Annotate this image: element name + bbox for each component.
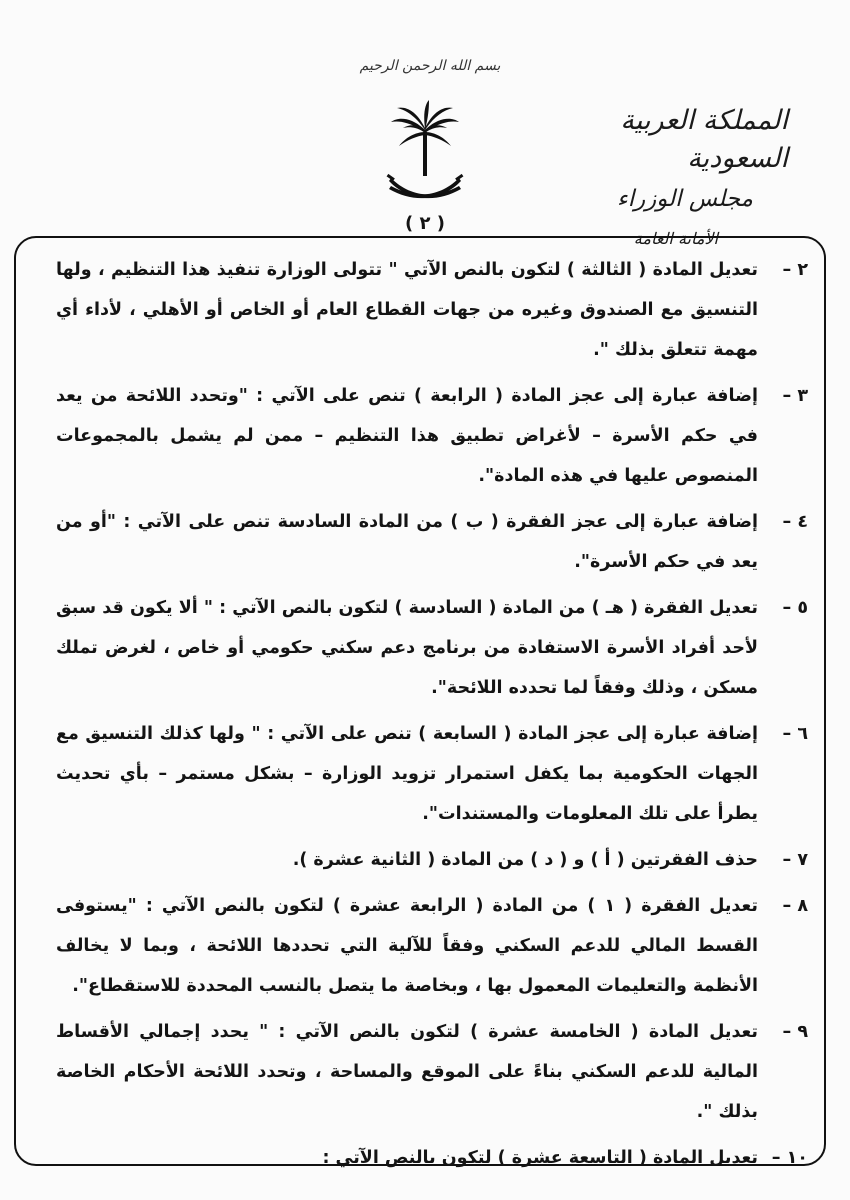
page-number: ( ٢ )	[405, 213, 445, 234]
amendments-list	[56, 250, 808, 1184]
item-number: ٨ –	[782, 896, 808, 916]
list-item	[56, 1012, 808, 1132]
item-text: إضافة عبارة إلى عجز المادة ( السابعة ) تنص على الآتي : " ولها كذلك التنسيق مع الجهات الحكومية بما يكفل استمرار تزويد الوزارة – بشكل مستمر – بأي تحديث يطرأ على تلك المعلومات والمستندات".	[56, 724, 758, 824]
item-text: تعديل المادة ( التاسعة عشرة ) لتكون بالنص الآتي :	[322, 1148, 758, 1168]
item-text: إضافة عبارة إلى عجز المادة ( الرابعة ) تنص على الآتي : "وتحدد اللائحة من يعد في حكم الأسرة – لأغراض تطبيق هذا التنظيم – ممن لم يشمل بالمجموعات المنصوص عليها في هذه المادة".	[56, 386, 758, 486]
saudi-emblem-palm-swords-icon	[385, 100, 465, 210]
list-item	[56, 250, 808, 370]
list-item	[56, 1138, 808, 1178]
secretariat-name: الأمانة العامة	[633, 229, 718, 248]
item-number: ١٠ –	[771, 1148, 808, 1168]
item-text: حذف الفقرتين ( أ ) و ( د ) من المادة ( الثانية عشرة ).	[292, 850, 758, 870]
item-number: ٧ –	[782, 850, 808, 870]
item-text: تعديل المادة ( الخامسة عشرة ) لتكون بالنص الآتي : " يحدد إجمالي الأقساط المالية للدعم السكني بناءً على الموقع والمساحة ، وتحدد اللائحة الأحكام الخاصة بذلك ".	[56, 1022, 758, 1122]
item-text: تعديل الفقرة ( ١ ) من المادة ( الرابعة عشرة ) لتكون بالنص الآتي : "يستوفى القسط المالي للدعم السكني وفقاً للآلية التي تحددها اللائحة ، وبما لا يخالف الأنظمة والتعليمات المعمول بها ، وبخاصة ما يتصل بالنسب المحددة للاستقطاع".	[56, 896, 758, 996]
item-text: إضافة عبارة إلى عجز الفقرة ( ب ) من المادة السادسة تنص على الآتي : "أو من يعد في حكم الأسرة".	[56, 512, 758, 572]
issuer-header	[538, 102, 788, 258]
item-text: تعديل الفقرة ( هـ ) من المادة ( السادسة ) لتكون بالنص الآتي : " ألا يكون قد سبق لأحد أفراد الأسرة الاستفادة من برنامج دعم سكني حكومي أو خاص ، لغرض تملك مسكن ، وذلك وفقاً لما تحدده اللائحة".	[56, 598, 758, 698]
list-item	[56, 886, 808, 1006]
list-item	[56, 714, 808, 834]
item-number: ٢ –	[782, 260, 808, 280]
kingdom-name: المملكة العربية السعودية	[620, 105, 788, 174]
basmala: بسم الله الرحمن الرحيم	[359, 58, 501, 74]
list-item	[56, 840, 808, 880]
item-number: ٤ –	[782, 512, 808, 532]
item-number: ٩ –	[782, 1022, 808, 1042]
list-item	[56, 376, 808, 496]
council-name: مجلس الوزراء	[616, 186, 753, 212]
item-text: تعديل المادة ( الثالثة ) لتكون بالنص الآتي " تتولى الوزارة تنفيذ هذا التنظيم ، ولها التنسيق مع الصندوق وغيره من جهات القطاع العام أو الخاص أو الأهلي ، لأداء أي مهمة تتعلق بذلك ".	[56, 260, 758, 360]
list-item	[56, 588, 808, 708]
list-item	[56, 502, 808, 582]
item-number: ٥ –	[782, 598, 808, 618]
item-number: ٦ –	[782, 724, 808, 744]
item-number: ٣ –	[782, 386, 808, 406]
